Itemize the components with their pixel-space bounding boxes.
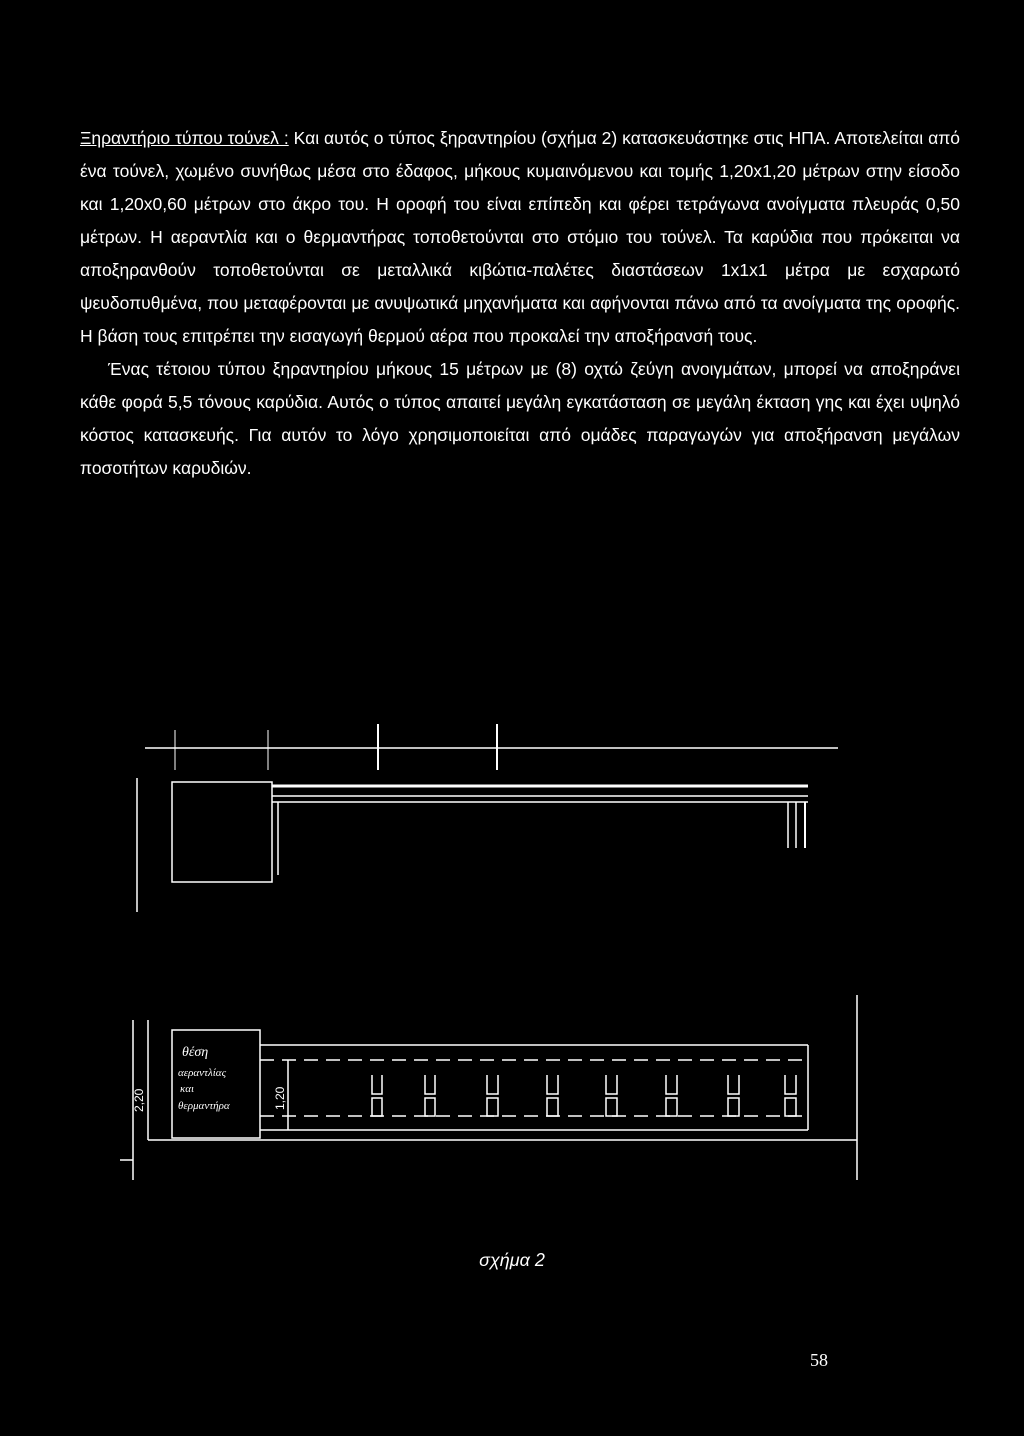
side-view	[137, 724, 838, 912]
tunnel-dryer-drawing	[0, 700, 1024, 1220]
page-number: 58	[810, 1350, 828, 1370]
dimension-left: 2,20	[132, 1088, 146, 1112]
openings	[372, 1075, 796, 1116]
plan-labels	[132, 1045, 287, 1112]
figure-caption: σχήμα 2	[479, 1250, 545, 1270]
dimension-inner: 1,20	[273, 1086, 287, 1110]
paragraph-1-text: Και αυτός ο τύπος ξηραντηρίου (σχήμα 2) κατασκευάστηκε στις ΗΠΑ. Αποτελείται από ένα τούνελ, χωμένο συνήθως μέσα στο έδαφος, μήκους κυμαινόμενου και τομής 1,20x1,20 μέτρων στην είσοδο και 1,20x0,60 μέτρων στο άκρο του. Η οροφή του είναι επίπεδη και φέρει τετράγωνα ανοίγματα πλευράς 0,50 μέτρων. Η αεραντλία και ο θερμαντήρας τοποθετούνται στο στόμιο του τούνελ. Τα καρύδια που πρόκειται να αποξηρανθούν τοποθετούνται σε μεταλλικά κιβώτια-παλέτες διαστάσεων 1x1x1 μέτρα με εσχαρωτό ψευδοπυθμένα, που μεταφέρονται με ανυψωτικά μηχανήματα και αφήνονται πάνω από τα ανοίγματα της οροφής. Η βάση τους επιτρέπει την εισαγωγή θερμού αέρα που προκαλεί την αποξήρανσή τους.	[80, 128, 961, 346]
plan-view	[120, 995, 857, 1180]
label-line-4: θερμαντήρα	[178, 1100, 230, 1112]
label-line-3: και	[180, 1083, 195, 1095]
body-text	[80, 122, 960, 485]
label-line-2: αεραντλίας	[178, 1067, 227, 1079]
paragraph-1	[80, 122, 960, 353]
section-title: Ξηραντήριο τύπου τούνελ :	[80, 128, 289, 148]
label-line-1: θέση	[182, 1045, 209, 1060]
paragraph-2: Ένας τέτοιου τύπου ξηραντηρίου μήκους 15 μέτρων με (8) οχτώ ζεύγη ανοιγμάτων, μπορεί να αποξηράνει κάθε φορά 5,5 τόνους καρύδια. Αυτός ο τύπος απαιτεί μεγάλη εγκατάσταση σε μεγάλη έκταση γης και έχει υψηλό κόστος κατασκευής. Για αυτόν το λόγο χρησιμοποιείται από ομάδες παραγωγών για αποξήρανση μεγάλων ποσοτήτων καρυδιών.	[80, 359, 960, 478]
